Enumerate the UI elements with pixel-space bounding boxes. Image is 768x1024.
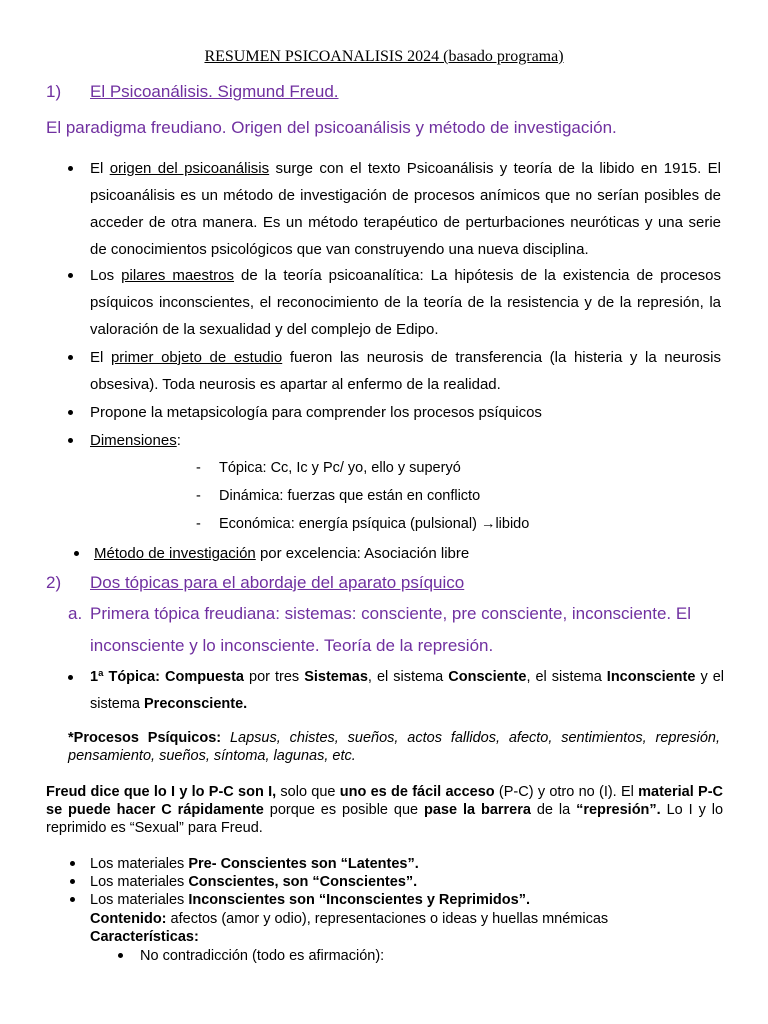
bullet-dot xyxy=(68,675,73,680)
bullet-dot xyxy=(68,410,73,415)
bullet-dot xyxy=(118,953,123,958)
bullet-dot xyxy=(70,897,75,902)
bullet-pilares: Los pilares maestros de la teoría psicoanalítica: La hipótesis de la existencia de procesos psíquicos inconscientes, el reconocimiento de la teoría de la resistencia y de la represión, la valoración de la sexualidad y del complejo de Edipo. xyxy=(90,267,722,338)
section-2a-heading-line1: Primera tópica freudiana: sistemas: consciente, pre consciente, inconsciente. El xyxy=(90,604,691,623)
procesos-psiquicos: *Procesos Psíquicos: Lapsus, chistes, sueños, actos fallidos, afecto, sentimientos, represión, pensamiento, sueños, síntoma, lagunas, etc. xyxy=(68,730,721,764)
section-2a-heading-line2: inconsciente y lo inconsciente. Teoría de la represión. xyxy=(90,636,494,655)
arrow-right-icon: → xyxy=(480,516,496,532)
material-conscientes: Los materiales Conscientes, son “Conscientes”. xyxy=(90,874,418,890)
dash-marker: - xyxy=(196,460,201,476)
contenido-line: Contenido: afectos (amor y odio), representaciones o ideas y huellas mnémicas xyxy=(90,911,609,927)
material-preconscientes: Los materiales Pre- Conscientes son “Latentes”. xyxy=(90,856,419,872)
bullet-dot xyxy=(68,438,73,443)
freud-paragraph: Freud dice que lo I y lo P-C son I, solo que uno es de fácil acceso (P-C) y otro no (I). El material P-C se puede hacer C rápidamente porque es posible que pase la barrera de la “represión”. Lo I y lo reprimido es “Sexual” para Freud. xyxy=(46,784,724,836)
bullet-dimensiones: Dimensiones: xyxy=(90,432,181,449)
section-2-number: 2) xyxy=(46,573,62,592)
bullet-origen: El origen del psicoanálisis surge con el texto Psicoanálisis y teoría de la libido en 1915. El psicoanálisis es un método de investigación de procesos anímicos que no serían posibles de acceder de otra manera. Es un método terapéutico de perturbaciones neuróticas y una serie de conocimientos psicológicos que van construyendo una nueva disciplina. xyxy=(90,160,721,258)
bullet-dot xyxy=(70,861,75,866)
dimension-topica: Tópica: Cc, Ic y Pc/ yo, ello y superyó xyxy=(219,460,461,476)
section-2-heading: Dos tópicas para el abordaje del aparato psíquico xyxy=(90,573,465,592)
bullet-metapsicologia: Propone la metapsicología para comprender los procesos psíquicos xyxy=(90,404,542,421)
document-title: RESUMEN PSICOANALISIS 2024 (basado programa) xyxy=(204,48,564,65)
bullet-dot xyxy=(68,166,73,171)
section-2a-letter: a. xyxy=(68,604,83,623)
section-1-subheading: El paradigma freudiano. Origen del psicoanálisis y método de investigación. xyxy=(46,118,617,137)
section-1-heading: El Psicoanálisis. Sigmund Freud. xyxy=(90,82,339,101)
dash-marker: - xyxy=(196,516,201,532)
bullet-metodo: Método de investigación por excelencia: Asociación libre xyxy=(94,545,470,562)
bullet-dot xyxy=(70,879,75,884)
material-inconscientes: Los materiales Inconscientes son “Inconscientes y Reprimidos”. xyxy=(90,892,530,908)
dimension-economica: Económica: energía psíquica (pulsional) →libido xyxy=(219,516,530,532)
dash-marker: - xyxy=(196,488,201,504)
bullet-dot xyxy=(68,355,73,360)
bullet-dot xyxy=(68,273,73,278)
bullet-dot xyxy=(74,551,79,556)
section-1-number: 1) xyxy=(46,82,62,101)
bullet-primera-topica: 1ª Tópica: Compuesta por tres Sistemas, el sistema Consciente, el sistema Inconsciente y el sistema Preconsciente. xyxy=(90,669,725,712)
caracteristicas-label: Características: xyxy=(90,929,199,945)
caracteristica-no-contradiccion: No contradicción (todo es afirmación): xyxy=(140,948,385,964)
bullet-objeto: El primer objeto de estudio fueron las neurosis de transferencia (la histeria y la neurosis obsesiva). Toda neurosis es apartar al enfermo de la realidad. xyxy=(90,349,721,393)
dimension-dinamica: Dinámica: fuerzas que están en conflicto xyxy=(219,488,481,504)
